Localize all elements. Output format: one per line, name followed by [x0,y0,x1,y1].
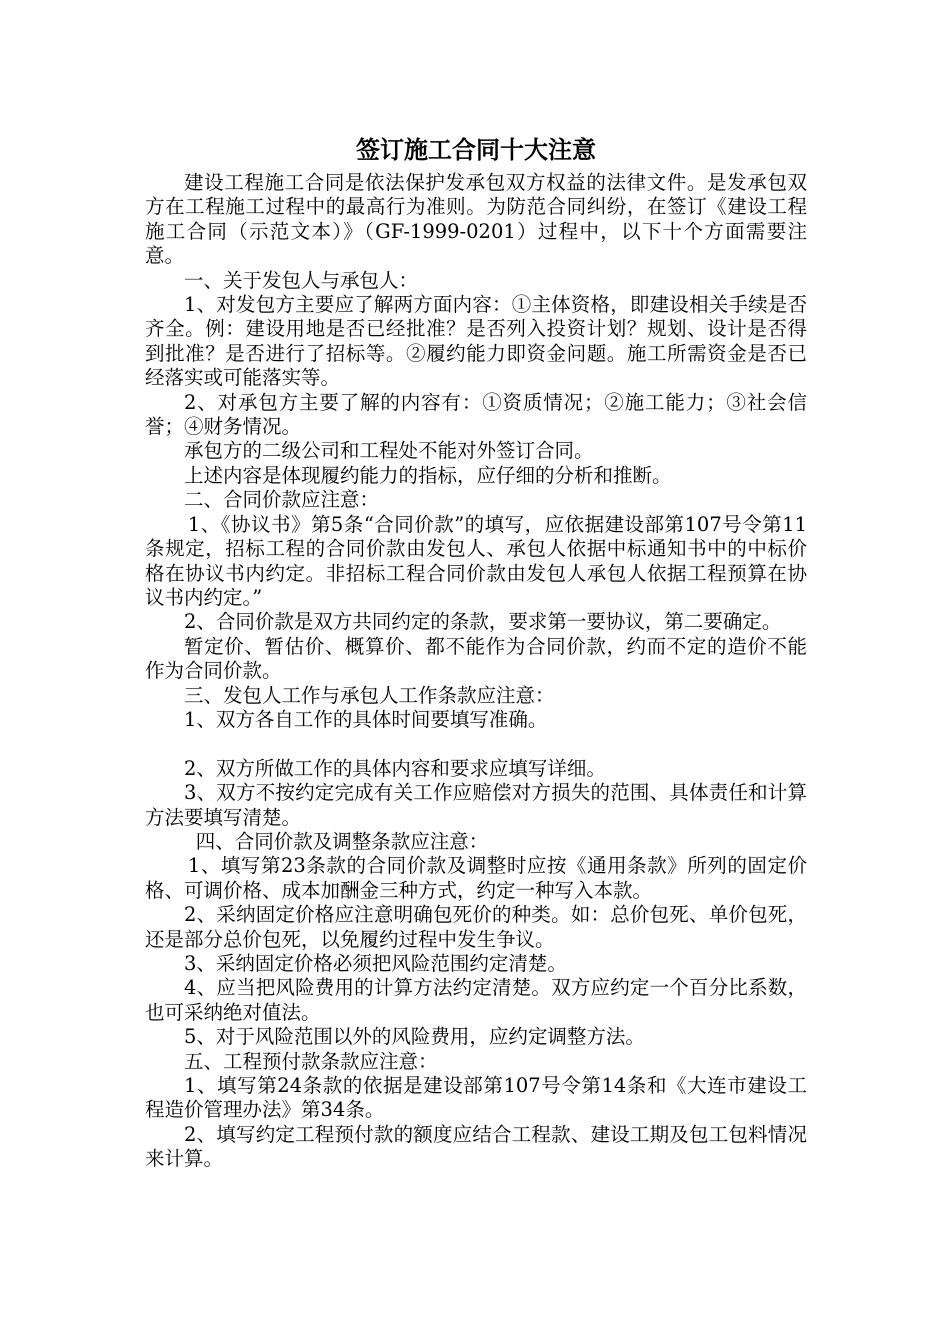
paragraph-2-2: 2、合同价款是双方共同约定的条款，要求第一要协议，第二要确定。 [184,610,782,634]
paragraph-3-1: 1、双方各自工作的具体时间要填写准确。 [184,707,548,731]
paragraph-4-1: 1、填写第23条款的合同价款及调整时应按《通用条款》所列的固定价格、可调价格、成本加酬金三种方式，约定一种写入本款。 [145,854,807,902]
paragraph-1-1: 1、对发包方主要应了解两方面内容：①主体资格，即建设相关手续是否齐全。例：建设用地是否已经批准？是否列入投资计划？规划、设计是否得到批准？是否进行了招标等。②履约能力即资金问题。施工所需资金是否已经落实或可能落实等。 [145,293,807,390]
section-heading-2: 二、合同价款应注意： [184,488,380,512]
paragraph-5-1: 1、填写第24条款的依据是建设部第107号令第14条和《大连市建设工程造价管理办法》第34条。 [145,1074,807,1122]
paragraph-2-1: 1、《协议书》第5条“合同价款”的填写，应依据建设部第107号令第11条规定，招标工程的合同价款由发包人、承包人依据中标通知书中的中标价格在协议书内约定。非招标工程合同价款由发包人承包人依据工程预算在协议书内约定。” [145,512,807,609]
paragraph-4-2: 2、采纳固定价格应注意明确包死价的种类。如：总价包死、单价包死，还是部分总价包死，以免履约过程中发生争议。 [145,903,807,951]
intro-paragraph: 建设工程施工合同是依法保护发承包双方权益的法律文件。是发承包双方在工程施工过程中的最高行为准则。为防范合同纠纷，在签订《建设工程施工合同（示范文本）》（GF-1999-0201）过程中，以下十个方面需要注意。 [145,171,807,268]
paragraph-1-summary: 上述内容是体现履约能力的指标，应仔细的分析和推断。 [184,463,672,487]
blank-line [145,732,807,756]
paragraph-5-2: 2、填写约定工程预付款的额度应结合工程款、建设工期及包工包料情况来计算。 [145,1122,807,1171]
section-heading-3: 三、发包人工作与承包人工作条款应注意： [184,683,555,707]
section-heading-4: 四、合同价款及调整条款应注意： [195,829,489,853]
paragraph-1-2: 2、对承包方主要了解的内容有：①资质情况；②施工能力；③社会信誉；④财务情况。 [145,390,807,439]
paragraph-3-3: 3、双方不按约定完成有关工作应赔偿对方损失的范围、具体责任和计算方法要填写清楚。 [145,781,807,829]
paragraph-1-note: 承包方的二级公司和工程处不能对外签订合同。 [184,439,594,463]
section-heading-5: 五、工程预付款条款应注意： [184,1049,438,1073]
document-title: 签订施工合同十大注意 [356,135,596,164]
document-page [145,133,807,1172]
paragraph-4-3: 3、采纳固定价格必须把风险范围约定清楚。 [184,951,567,975]
paragraph-4-5: 5、对于风险范围以外的风险费用，应约定调整方法。 [184,1025,645,1049]
section-heading-1: 一、关于发包人与承包人： [184,268,419,292]
paragraph-4-4: 4、应当把风险费用的计算方法约定清楚。双方应约定一个百分比系数，也可采纳绝对值法。 [145,976,807,1024]
paragraph-3-2: 2、双方所做工作的具体内容和要求应填写详细。 [184,756,606,780]
paragraph-2-note: 暂定价、暂估价、概算价、都不能作为合同价款，约而不定的造价不能作为合同价款。 [145,634,807,683]
